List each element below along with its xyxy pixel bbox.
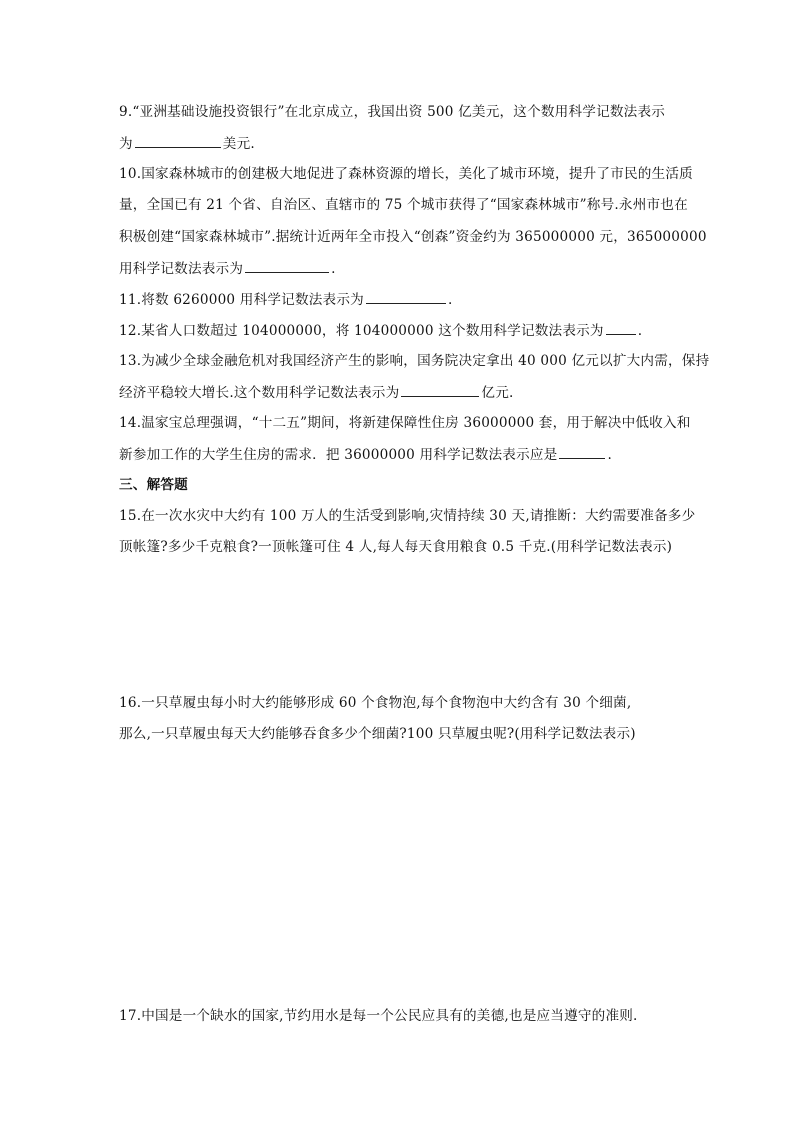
q9-prefix: 为	[119, 136, 133, 152]
section-heading: 三、解答题	[119, 477, 188, 493]
q13-line2	[119, 382, 514, 402]
q15-answer-area[interactable]	[119, 565, 695, 685]
q11-suffix: .	[447, 292, 453, 308]
q13-suffix: 亿元.	[481, 385, 514, 401]
q12-answer-blank[interactable]	[606, 320, 636, 335]
q16-line1: 16.一只草履虫每小时大约能够形成 60 个食物泡,每个食物泡中大约含有 30 个细菌,	[119, 695, 632, 711]
q15-line2: 顶帐篷?多少千克粮食?一顶帐篷可住 4 人,每人每天食用粮食 0.5 千克.(用科学记数法表示)	[119, 539, 673, 555]
q10-line3: 积极创建“国家森林城市”.据统计近两年全市投入“创森”资金约为 365000000 元，365000000	[119, 229, 707, 245]
q12-suffix: .	[637, 323, 643, 339]
q14-line2	[119, 444, 612, 464]
q11-prefix: 11.将数 6260000 用科学记数法表示为	[119, 292, 364, 308]
q10-answer-blank[interactable]	[245, 258, 329, 273]
q14-suffix: .	[607, 447, 612, 463]
q11-answer-blank[interactable]	[366, 289, 446, 304]
q15-line1: 15.在一次水灾中大约有 100 万人的生活受到影响,灾情持续 30 天,请推断：大约需要准备多少	[119, 508, 696, 524]
q10-suffix: .	[331, 261, 336, 277]
q16-line2: 那么,一只草履虫每天大约能够吞食多少个细菌?100 只草履虫呢?(用科学记数法表示)	[119, 726, 636, 742]
q14-line1: 14.温家宝总理强调，“十二五”期间，将新建保障性住房 36000000 套，用于解决中低收入和	[119, 415, 691, 431]
q13-line1: 13.为减少全球金融危机对我国经济产生的影响，国务院决定拿出 40 000 亿元以扩大内需，保持	[119, 353, 710, 369]
q13-prefix: 经济平稳较大增长.这个数用科学记数法表示为	[119, 385, 400, 401]
q9-suffix: 美元.	[222, 136, 255, 152]
q10-prefix: 用科学记数法表示为	[119, 261, 244, 277]
q9-line2	[119, 133, 255, 153]
q13-answer-blank[interactable]	[401, 382, 479, 397]
q10-line4	[119, 258, 336, 278]
q12-line	[119, 320, 642, 340]
q14-answer-blank[interactable]	[559, 444, 605, 459]
q9-line1: 9.“亚洲基础设施投资银行”在北京成立，我国出资 500 亿美元，这个数用科学记数法表示	[119, 104, 666, 120]
q12-prefix: 12.某省人口数超过 104000000，将 104000000 这个数用科学记数法表示为	[119, 323, 604, 339]
q10-line2: 量，全国已有 21 个省、自治区、直辖市的 75 个城市获得了“国家森林城市”称号.永州市也在	[119, 197, 688, 213]
q9-answer-blank[interactable]	[135, 133, 221, 148]
q11-line	[119, 289, 452, 309]
q17-line1: 17.中国是一个缺水的国家,节约用水是每一个公民应具有的美德,也是应当遵守的准则.	[119, 1008, 638, 1024]
q14-prefix: 新参加工作的大学生住房的需求．把 36000000 用科学记数法表示应是	[119, 447, 558, 463]
q10-line1: 10.国家森林城市的创建极大地促进了森林资源的增长，美化了城市环境，提升了市民的生活质	[119, 166, 693, 182]
q16-answer-area[interactable]	[119, 752, 695, 992]
